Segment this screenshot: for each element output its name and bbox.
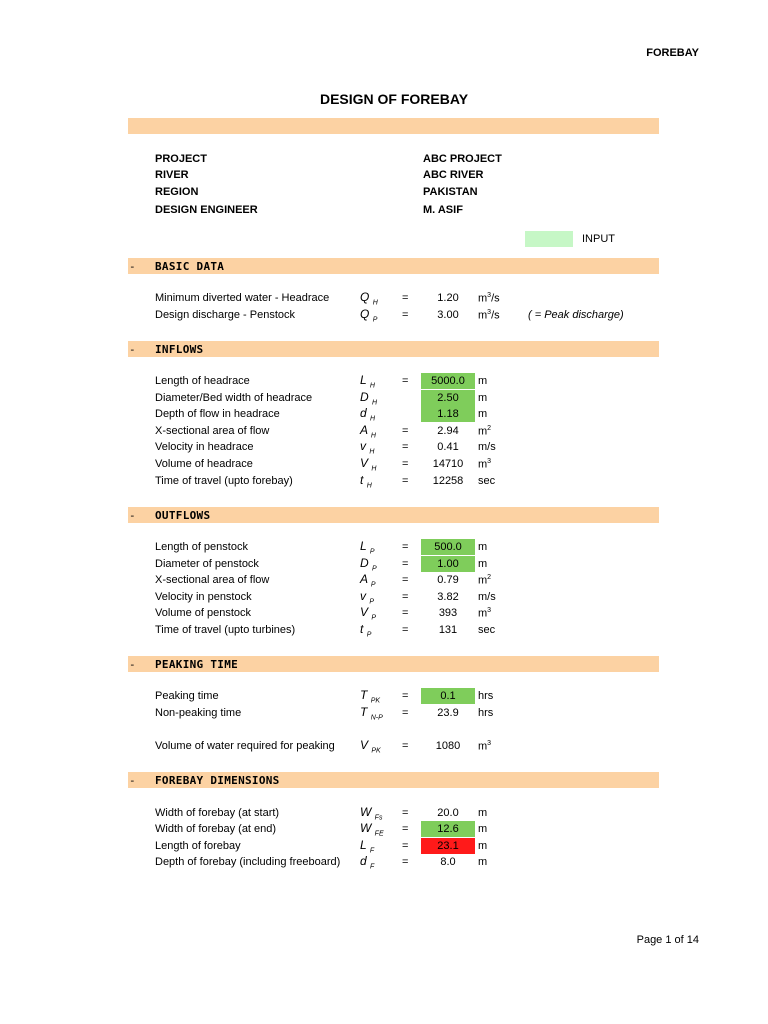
row-symbol	[360, 456, 376, 472]
section-title: PEAKING TIME	[155, 658, 239, 671]
row-unit	[478, 574, 491, 587]
symbol-subscript: H	[371, 465, 377, 473]
section-dash: -	[129, 343, 136, 356]
row-symbol	[360, 705, 383, 721]
symbol-letter: W	[360, 805, 372, 819]
unit-text: m/s	[478, 591, 496, 603]
row-symbol	[360, 373, 375, 389]
row-unit	[478, 823, 487, 835]
equals-sign: =	[402, 740, 409, 752]
row-value: 3.00	[437, 309, 459, 321]
page-title: DESIGN OF FOREBAY	[319, 91, 469, 107]
row-symbol	[360, 605, 376, 621]
row-value: 1.00	[421, 556, 475, 572]
equals-sign: =	[402, 475, 409, 487]
unit-text: m	[478, 408, 488, 420]
equals-sign: =	[402, 441, 409, 453]
row-value: 5000.0	[421, 373, 475, 389]
row-label: Design discharge - Penstock	[155, 309, 296, 321]
section-title: BASIC DATA	[155, 260, 225, 273]
row-unit	[478, 309, 500, 322]
symbol-letter: V	[360, 456, 369, 470]
symbol-subscript: PK	[371, 747, 381, 755]
row-symbol	[360, 622, 371, 638]
row-unit	[478, 690, 493, 702]
input-legend-swatch	[525, 231, 573, 247]
input-legend-label: INPUT	[582, 233, 615, 245]
unit-text: m	[478, 807, 488, 819]
equals-sign: =	[402, 458, 409, 470]
project-label: PROJECT	[155, 153, 207, 165]
row-symbol	[360, 838, 374, 854]
symbol-letter: V	[360, 605, 369, 619]
row-symbol	[360, 556, 377, 572]
symbol-subscript: H	[372, 399, 378, 407]
row-value: 12258	[432, 475, 464, 487]
row-label: Diameter of penstock	[155, 558, 259, 570]
unit-text: m	[478, 392, 488, 404]
row-label: Volume of penstock	[155, 607, 252, 619]
row-value: 0.79	[437, 574, 459, 586]
design-engineer-label: DESIGN ENGINEER	[155, 204, 258, 216]
symbol-letter: d	[360, 854, 367, 868]
unit-text: m	[478, 558, 488, 570]
symbol-subscript: FE	[374, 830, 384, 838]
row-value: 0.41	[437, 441, 459, 453]
unit-text: m	[478, 309, 488, 322]
row-unit	[478, 607, 491, 620]
row-label: Volume of headrace	[155, 458, 253, 470]
unit-text: m	[478, 740, 488, 753]
row-label: Time of travel (upto turbines)	[155, 624, 296, 636]
unit-superscript: 3	[487, 607, 492, 614]
row-symbol	[360, 439, 374, 455]
row-unit	[478, 740, 491, 753]
unit-tail: /s	[491, 309, 500, 322]
row-unit	[478, 807, 487, 819]
row-unit	[478, 558, 487, 570]
symbol-letter: Q	[360, 307, 370, 321]
equals-sign: =	[402, 840, 409, 852]
symbol-letter: A	[360, 572, 368, 586]
row-label: Width of forebay (at end)	[155, 823, 277, 835]
unit-text: m	[478, 292, 488, 305]
unit-text: m	[478, 840, 488, 852]
row-value: 393	[438, 607, 458, 619]
design-engineer-value: M. ASIF	[423, 204, 463, 216]
row-unit	[478, 441, 496, 453]
symbol-subscript: H	[369, 382, 375, 390]
row-value: 1.18	[421, 406, 475, 422]
symbol-letter: L	[360, 539, 367, 553]
row-value: 1080	[435, 740, 461, 752]
section-dash: -	[129, 260, 136, 273]
row-label: Length of forebay	[155, 840, 241, 852]
symbol-subscript: P	[369, 598, 375, 606]
equals-sign: =	[402, 558, 409, 570]
row-label: Minimum diverted water - Headrace	[155, 292, 330, 304]
row-label: Peaking time	[155, 690, 219, 702]
row-unit	[478, 624, 495, 636]
symbol-letter: v	[360, 439, 366, 453]
row-value: 20.0	[437, 807, 459, 819]
unit-superscript: 3	[487, 309, 492, 316]
row-symbol	[360, 423, 376, 439]
symbol-subscript: PK	[370, 697, 381, 705]
row-label: Width of forebay (at start)	[155, 807, 280, 819]
symbol-letter: W	[360, 821, 372, 835]
row-unit	[478, 707, 493, 719]
row-symbol	[360, 290, 378, 306]
row-label: Velocity in headrace	[155, 441, 254, 453]
row-value: 14710	[432, 458, 464, 470]
row-symbol	[360, 539, 374, 555]
row-symbol	[360, 821, 384, 837]
symbol-subscript: P	[369, 548, 375, 556]
row-unit	[478, 425, 491, 438]
equals-sign: =	[402, 292, 409, 304]
equals-sign: =	[402, 541, 409, 553]
region-label: REGION	[155, 186, 199, 198]
equals-sign: =	[402, 591, 409, 603]
row-symbol	[360, 738, 381, 754]
symbol-subscript: F	[370, 863, 375, 871]
unit-tail: /s	[491, 292, 500, 305]
unit-text: hrs	[478, 690, 494, 702]
symbol-letter: D	[360, 390, 369, 404]
row-value: 131	[438, 624, 458, 636]
symbol-subscript: P	[371, 614, 377, 622]
symbol-subscript: H	[369, 448, 375, 456]
section-dash: -	[129, 774, 136, 787]
section-dash: -	[129, 658, 136, 671]
symbol-subscript: P	[366, 631, 372, 639]
sheet-tag: FOREBAY	[646, 47, 699, 59]
row-label: Diameter/Bed width of headrace	[155, 392, 313, 404]
symbol-subscript: H	[372, 299, 378, 307]
row-label: Depth of forebay (including freeboard)	[155, 856, 341, 868]
row-symbol	[360, 390, 377, 406]
row-label: Non-peaking time	[155, 707, 242, 719]
project-value: ABC PROJECT	[423, 153, 502, 165]
row-unit	[478, 408, 487, 420]
equals-sign: =	[402, 823, 409, 835]
row-value: 12.6	[421, 821, 475, 837]
river-value: ABC RIVER	[423, 169, 484, 181]
page-number: Page 1 of 14	[636, 934, 699, 946]
symbol-letter: v	[360, 589, 366, 603]
row-label: Time of travel (upto forebay)	[155, 475, 293, 487]
row-unit	[478, 840, 487, 852]
symbol-letter: D	[360, 556, 369, 570]
unit-superscript: 3	[487, 740, 492, 747]
symbol-subscript: H	[366, 482, 372, 490]
symbol-subscript: F	[369, 847, 375, 855]
symbol-letter: T	[360, 705, 368, 719]
row-value: 1.20	[437, 292, 459, 304]
row-value: 23.1	[421, 838, 475, 854]
row-value: 3.82	[437, 591, 459, 603]
row-unit	[478, 591, 496, 603]
row-value: 23.9	[437, 707, 459, 719]
symbol-letter: L	[360, 373, 367, 387]
section-title: OUTFLOWS	[155, 509, 211, 522]
unit-text: m	[478, 375, 488, 387]
unit-text: m	[478, 574, 488, 587]
equals-sign: =	[402, 690, 409, 702]
row-label: Depth of flow in headrace	[155, 408, 280, 420]
symbol-letter: L	[360, 838, 367, 852]
equals-sign: =	[402, 375, 409, 387]
symbol-subscript: P	[372, 565, 377, 573]
unit-text: m	[478, 425, 488, 438]
unit-superscript: 3	[487, 292, 492, 299]
equals-sign: =	[402, 707, 409, 719]
row-symbol	[360, 473, 372, 489]
unit-text: sec	[478, 475, 496, 487]
row-symbol	[360, 688, 380, 704]
unit-text: m	[478, 607, 488, 620]
river-label: RIVER	[155, 169, 189, 181]
unit-text: m	[478, 856, 488, 868]
symbol-letter: T	[360, 688, 368, 702]
symbol-subscript: N-P	[370, 714, 383, 722]
row-value: 0.1	[421, 688, 475, 704]
equals-sign: =	[402, 425, 409, 437]
region-value: PAKISTAN	[423, 186, 478, 198]
unit-text: m	[478, 541, 488, 553]
section-dash: -	[129, 509, 136, 522]
unit-superscript: 2	[487, 425, 492, 432]
row-unit	[478, 856, 487, 868]
row-unit	[478, 458, 491, 471]
symbol-letter: t	[360, 622, 364, 636]
equals-sign: =	[402, 624, 409, 636]
row-symbol	[360, 406, 375, 422]
row-label: Velocity in penstock	[155, 591, 252, 603]
row-value: 2.94	[437, 425, 459, 437]
row-label: X-sectional area of flow	[155, 425, 270, 437]
symbol-subscript: P	[370, 581, 376, 589]
row-label: Length of headrace	[155, 375, 250, 387]
unit-text: hrs	[478, 707, 494, 719]
row-symbol	[360, 854, 374, 870]
unit-text: sec	[478, 624, 496, 636]
row-value: 500.0	[421, 539, 475, 555]
symbol-letter: d	[360, 406, 367, 420]
symbol-letter: Q	[360, 290, 370, 304]
title-band	[128, 118, 659, 134]
section-title: FOREBAY DIMENSIONS	[155, 774, 280, 787]
unit-text: m	[478, 823, 488, 835]
unit-superscript: 3	[487, 458, 492, 465]
equals-sign: =	[402, 607, 409, 619]
unit-text: m/s	[478, 441, 496, 453]
equals-sign: =	[402, 574, 409, 586]
symbol-letter: V	[360, 738, 369, 752]
unit-text: m	[478, 458, 488, 471]
symbol-subscript: P	[372, 316, 378, 324]
row-note: ( = Peak discharge)	[528, 309, 624, 321]
row-unit	[478, 375, 487, 387]
row-value: 2.50	[421, 390, 475, 406]
row-symbol	[360, 589, 374, 605]
row-label: Volume of water required for peaking	[155, 740, 335, 752]
section-band-inflows	[128, 341, 659, 357]
symbol-subscript: Fs	[374, 814, 383, 822]
equals-sign: =	[402, 309, 409, 321]
row-unit	[478, 392, 487, 404]
unit-superscript: 2	[487, 574, 492, 581]
equals-sign: =	[402, 856, 409, 868]
symbol-subscript: H	[370, 432, 376, 440]
symbol-subscript: H	[370, 415, 376, 423]
row-symbol	[360, 805, 382, 821]
row-unit	[478, 541, 487, 553]
section-title: INFLOWS	[155, 343, 204, 356]
row-label: X-sectional area of flow	[155, 574, 270, 586]
row-unit	[478, 475, 495, 487]
row-unit	[478, 292, 500, 305]
equals-sign: =	[402, 807, 409, 819]
row-value: 8.0	[440, 856, 456, 868]
row-label: Length of penstock	[155, 541, 248, 553]
symbol-letter: A	[360, 423, 368, 437]
row-symbol	[360, 307, 377, 323]
row-symbol	[360, 572, 376, 588]
symbol-letter: t	[360, 473, 364, 487]
